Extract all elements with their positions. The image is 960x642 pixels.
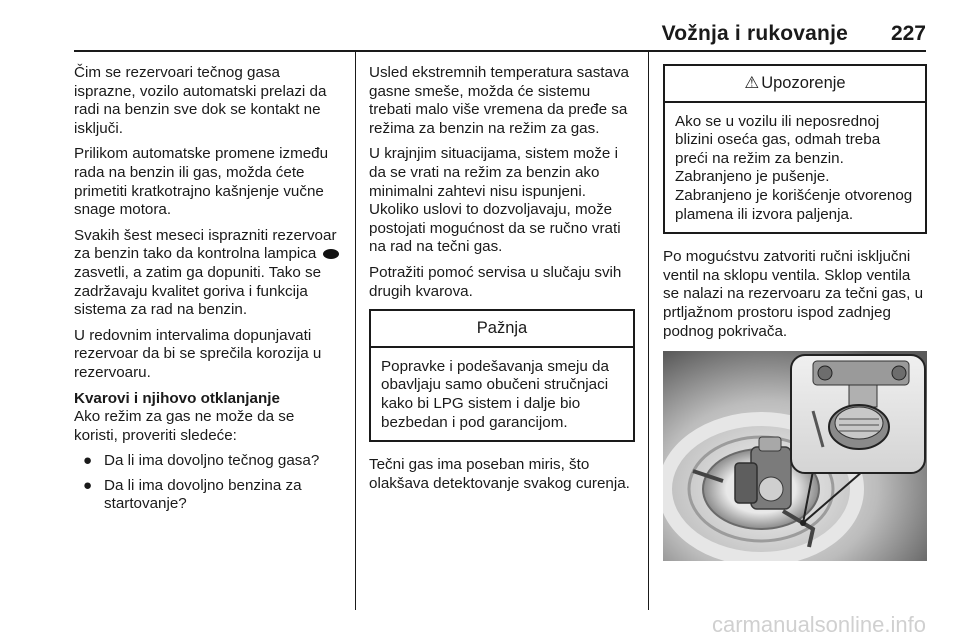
paragraph: Tečni gas ima poseban miris, što olakšava detektovanje svakog curenja. [369,456,630,492]
paragraph: U redovnim intervalima dopunjavati rezervoar da bi se sprečila korozija u rezervoaru. [74,326,322,381]
control-lamp-icon [323,249,339,259]
paragraph: Čim se rezervoari tečnog gasa isprazne, vozilo automatski prelazi da radi na benzin sve dok se kontakt ne isključi. [74,64,327,137]
paragraph: Prilikom automatske promene između rada na benzin ili gas, možda ćete primetiti kratkotrajno kašnjenje vučne snage motora. [74,145,329,219]
text-span: Svakih šest meseci isprazniti rezervoar za benzin tako da kontrolna lampica [74,226,337,263]
bullet-icon: ● [83,452,93,470]
section-heading: Kvarovi i njihovo otklanjanje [74,389,280,407]
valve-assembly-illustration [663,351,927,561]
column-1 [74,64,342,520]
bullet-icon: ● [83,476,93,494]
header-rule [74,50,926,52]
page-number: 227 [890,22,926,45]
warning-header [665,66,925,103]
paragraph: Usled ekstremnih temperatura sastava gasne smeše, možda će sistemu trebati malo više vremena da pređe sa režima za benzin na režim za gas. [369,64,629,137]
paragraph [74,227,342,320]
warning-title: Upozorenje [761,74,846,92]
warning-line: Zabranjeno je pušenje. [675,168,830,186]
paragraph: Ako režim za gas ne može da se koristi, proveriti sledeće: [74,408,295,444]
warning-line: Zabranjeno je korišćenje otvorenog plamena ili izvora paljenja. [675,186,913,223]
column-3 [663,64,927,561]
list-item [74,477,342,514]
paragraph: U krajnjim situacijama, sistem može i da se vrati na režim za benzin ako minimalni zahtevi nisu ispunjeni. Ukoliko uslovi to dozvoljavaju, može postojati mogućnost da se ručno vrati na rad na tečni gas. [369,145,621,256]
column-divider-1 [355,52,356,610]
list-item-text: Da li ima dovoljno benzina za startovanje? [104,476,302,513]
warning-icon: ⚠ [744,74,760,92]
warning-body [665,103,925,233]
notice-body: Popravke i podešavanja smeju da obavljaju samo obučeni stručnjaci kako bi LPG sistem i dalje bio bezbedan i pod garancijom. [381,357,609,431]
notice-title: Pažnja [371,311,633,348]
paragraph: Potražiti pomoć servisa u slučaju svih drugih kvarova. [369,263,622,300]
watermark: carmanualsonline.info [711,612,926,637]
notice-box [369,309,635,442]
column-2 [369,64,635,500]
warning-line: Ako se u vozilu ili neposrednoj blizini oseća gas, odmah treba preći na režim za benzin. [675,112,881,167]
page-title: Vožnja i rukovanje [661,22,848,45]
warning-box [663,64,927,234]
list-item [74,452,342,471]
text-span: zasvetli, a zatim ga dopuniti. Tako se zadržavaju kvalitet goriva i funkcija sistema za rad na benzin. [74,263,322,319]
column-divider-2 [648,52,649,610]
list-item-text: Da li ima dovoljno tečnog gasa? [104,452,320,470]
paragraph: Po mogućstvu zatvoriti ručni isključni ventil na sklopu ventila. Sklop ventila se nalazi na rezervoaru za tečni gas, u prtljažnom prostoru ispod zadnjeg podnog pokrivača. [663,248,924,340]
